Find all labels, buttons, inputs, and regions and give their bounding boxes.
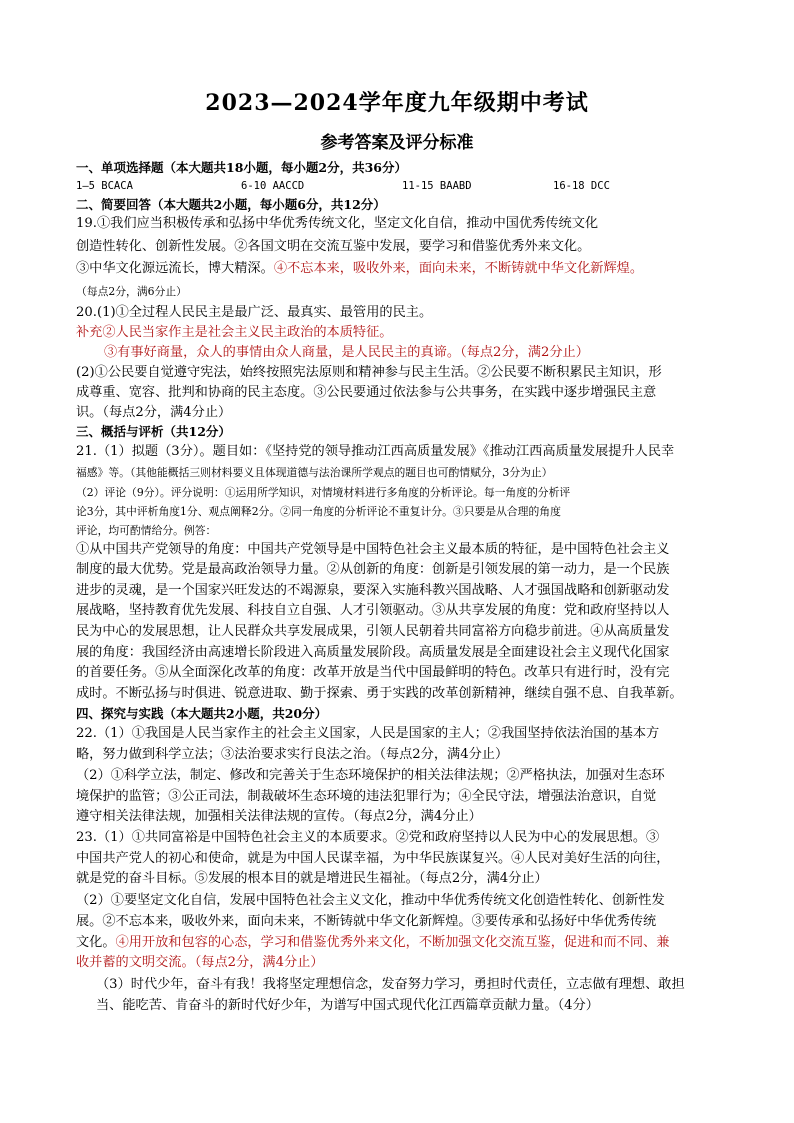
q22-line: 22.（1）①我国是人民当家作主的社会主义国家，人民是国家的主人；②我国坚持依法治国的基本方 xyxy=(76,726,660,741)
q21-line: 制度的最大优势。党是最高政治领导力量。②从创新的角度：创新是引领发展的第一动力，是一个民族 xyxy=(76,562,670,577)
q23-line: （2）①要坚定文化自信，发展中国特色社会主义文化，推动中华优秀传统文化创造性转化、创新性发 xyxy=(76,893,665,908)
section-heading-short-answer: 二、简要回答（本大题共2小题，每小题6分，共12分） xyxy=(76,197,386,212)
q20-supplement: 补充②人民当家作主是社会主义民主政治的本质特征。 xyxy=(76,325,393,340)
q23-line: 就是党的奋斗目标。⑤发展的根本目的就是增进民生福祉。（每点2分，满4分止） xyxy=(76,871,548,886)
q23-line: （3）时代少年，奋斗有我！我将坚定理想信念，发奋努力学习，勇担时代责任，立志做有理想、敢担 xyxy=(96,977,685,992)
q19-text: ③中华文化源远流长，博大精深。 xyxy=(76,261,274,276)
choice-answers-6-10: 6-10 AACCD xyxy=(241,180,305,192)
q21-line: 民为中心的发展思想，让人民群众共享发展成果，引领人民朝着共同富裕方向稳步前进。④从高质量发 xyxy=(76,624,670,639)
q23-supplement: ④用开放和包容的心态，学习和借鉴优秀外来文化，不断加强文化交流互鉴，促进和而不同、兼 xyxy=(115,935,670,950)
page-subtitle: 参考答案及评分标准 xyxy=(320,133,474,153)
q19-line: 创造性转化、创新性发展。②各国文明在交流互鉴中发展，要学习和借鉴优秀外来文化。 xyxy=(76,239,591,254)
q21-line: 展的角度：我国经济由高速增长阶段进入高质量发展阶段。高质量发展是全面建设社会主义现代化国家 xyxy=(76,645,670,660)
q21-line: 的首要任务。⑤从全面深化改革的角度：改革开放是当代中国最鲜明的特色。改革只有进行时，没有完 xyxy=(76,665,670,680)
q22-line: 略，努力做到科学立法；③法治要求实行良法之治。（每点2分，满4分止） xyxy=(76,747,509,762)
q20-line: 识。（每点2分，满4分止） xyxy=(76,405,232,420)
q19-line: 19.①我们应当积极传承和弘扬中华优秀传统文化，坚定文化自信，推动中国优秀传统文化 xyxy=(76,216,599,231)
q21-line: 展战略，坚持教育优先发展、科技自立自强、人才引领驱动。③从共享发展的角度：党和政府坚持以人 xyxy=(76,603,670,618)
q21-line: 21.（1）拟题（3分）。题目如：《坚持党的领导推动江西高质量发展》《推动江西高质量发展提升人民幸 xyxy=(76,444,675,459)
q21-line: （2）评论（9分）。评分说明：①运用所学知识，对情境材料进行多角度的分析评论。每一角度的分析评 xyxy=(76,486,571,499)
q21-line: 论3分，其中评析角度1分、观点阐释2分。②同一角度的分析评论不重复计分。③只要是从合理的角度 xyxy=(76,505,561,518)
q20-supplement: ③有事好商量，众人的事情由众人商量，是人民民主的真谛。（每点2分，满2分止） xyxy=(104,345,589,360)
q23-line: 23.（1）①共同富裕是中国特色社会主义的本质要求。②党和政府坚持以人民为中心的发展思想。③ xyxy=(76,830,660,845)
choice-answers-1-5: 1—5 BCACA xyxy=(76,180,133,192)
q21-line: ①从中国共产党领导的角度：中国共产党领导是中国特色社会主义最本质的特征，是中国特色社会主义 xyxy=(76,542,670,557)
q20-line: (2)①公民要自觉遵守宪法，始终按照宪法原则和精神参与民主生活。②公民要不断积累民主知识，形 xyxy=(76,365,662,380)
q19-line xyxy=(76,259,643,278)
q19-supplement: ④不忘本来，吸收外来，面向未来，不断铸就中华文化新辉煌。 xyxy=(273,261,644,276)
q20-line: 成尊重、宽容、批判和协商的民主态度。③公民要通过依法参与公共事务，在实践中逐步增强民主意 xyxy=(76,385,657,400)
section-heading-summary: 三、概括与评析（共12分） xyxy=(76,424,231,439)
page-title: 2023—2024学年度九年级期中考试 xyxy=(205,90,589,116)
q21-line: 成时。不断弘扬与时俱进、锐意进取、勤于探索、勇于实践的改革创新精神，继续自强不息、自我革新。 xyxy=(76,686,683,701)
q23-line: 当、能吃苦、肯奋斗的新时代好少年，为谱写中国式现代化江西篇章贡献力量。（4分） xyxy=(96,998,599,1013)
q20-line: 20.(1)①全过程人民民主是最广泛、最真实、最管用的民主。 xyxy=(76,305,433,320)
q23-line xyxy=(76,933,669,952)
q22-line: （2）①科学立法，制定、修改和完善关于生态环境保护的相关法律法规；②严格执法，加强对生态环 xyxy=(76,768,665,783)
q23-text: 文化。 xyxy=(76,935,116,950)
section-heading-choice: 一、单项选择题（本大题共18小题，每小题2分，共36分） xyxy=(76,160,407,175)
q23-line: 展。②不忘本来，吸收外来，面向未来，不断铸就中华文化新辉煌。③要传承和弘扬好中华优秀传统 xyxy=(76,914,657,929)
q21-line: 进步的灵魂，是一个国家兴旺发达的不竭源泉，要深入实施科教兴国战略、人才强国战略和创新驱动发 xyxy=(76,583,670,598)
q21-line: 福感》等。（其他能概括三则材料要义且体现道德与法治课所学观点的题目也可酌情赋分，3分为止） xyxy=(76,466,553,479)
choice-answers-11-15: 11-15 BAABD xyxy=(402,180,472,192)
q23-supplement: 收并蓄的文明交流。（每点2分，满4分止） xyxy=(76,955,324,970)
choice-answers-16-18: 16-18 DCC xyxy=(553,180,610,192)
section-heading-inquiry: 四、探究与实践（本大题共2小题，共20分） xyxy=(76,706,328,721)
q22-line: 遵守相关法律法规，加强相关法律法规的宣传。（每点2分，满4分止） xyxy=(76,809,482,824)
q21-line: 评论，均可酌情给分。例答： xyxy=(76,524,217,537)
q19-score-note: （每点2分，满6分止） xyxy=(76,285,187,298)
q23-line: 中国共产党人的初心和使命，就是为中国人民谋幸福，为中华民族谋复兴。④人民对美好生活的向往， xyxy=(76,851,670,866)
q22-line: 境保护的监管；③公正司法，制裁破坏生态环境的违法犯罪行为；④全民守法，增强法治意识，自觉 xyxy=(76,789,657,804)
